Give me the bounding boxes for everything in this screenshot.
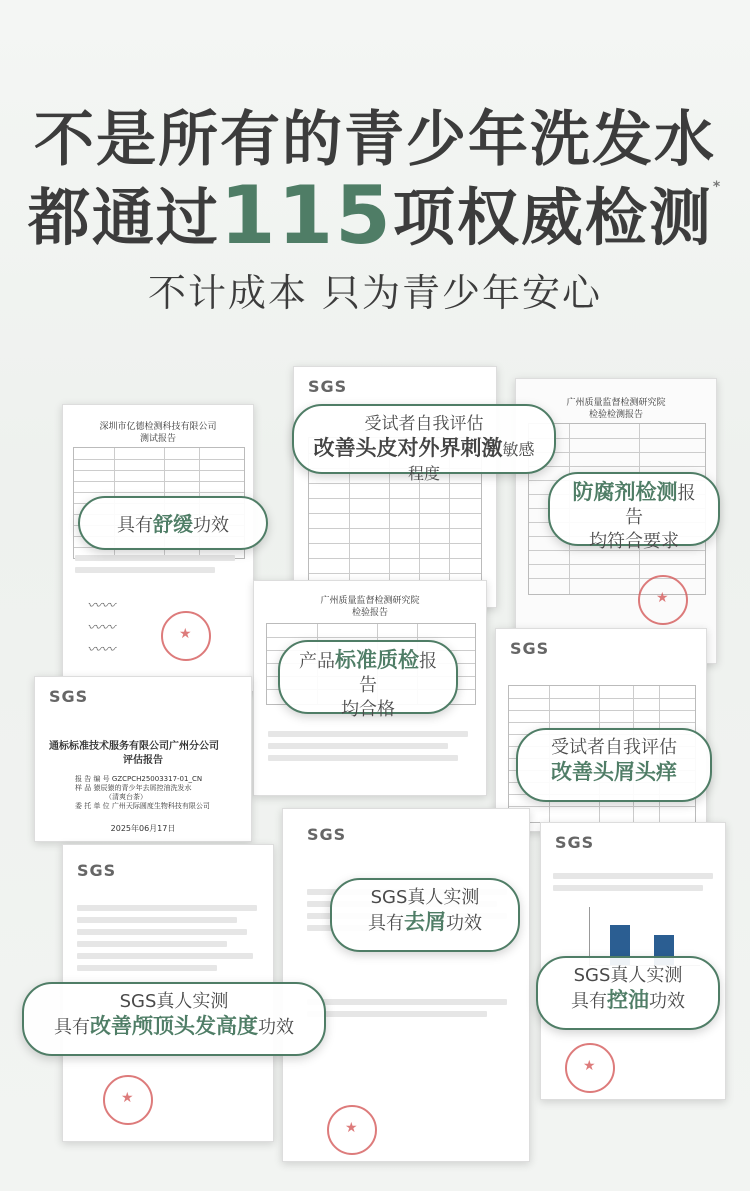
official-stamp: [565, 1043, 615, 1093]
headline-count: 115: [219, 169, 393, 262]
bubble-oil-control: SGS真人实测 具有控油功效: [536, 956, 720, 1030]
official-stamp: [103, 1075, 153, 1125]
headline-line2: [0, 168, 750, 262]
headline-line1: 不是所有的青少年洗发水: [34, 105, 716, 175]
sgs-logo: SGS: [307, 825, 347, 844]
report-title: 通标标准技术服务有限公司广州分公司: [49, 741, 219, 752]
headline-footnote-mark: *: [712, 179, 723, 195]
sgs-logo: SGS: [77, 861, 117, 880]
signature: 〰〰: [87, 598, 115, 614]
report-title: 广州质量监督检测研究院: [566, 398, 666, 408]
report-subtitle: 检验检测报告: [588, 410, 643, 420]
report-title: 深圳市亿德检测科技有限公司: [99, 422, 217, 432]
official-stamp: [638, 575, 688, 625]
report-no-label: 报 告 编 号: [75, 775, 110, 783]
report-sgs-top: [293, 366, 497, 608]
bubble-quality: 产品标准质检报告 均合格: [278, 640, 458, 714]
sample-value: 猿辰猿的青少年去屑控油洗发水: [93, 784, 192, 792]
bubble-anti-dandruff: SGS真人实测 具有去屑功效: [330, 878, 520, 952]
bubble-hair-height: SGS真人实测 具有改善颅顶头发高度功效: [22, 982, 326, 1056]
bubble-soothing: 具有舒缓功效: [78, 496, 268, 550]
sgs-logo: SGS: [49, 687, 89, 706]
signature: 〰〰: [87, 642, 115, 658]
report-no: GZCPCH25003317-01_CN: [111, 775, 203, 783]
sgs-logo: SGS: [308, 377, 348, 396]
headline-line3: 不计成本 只为青少年安心: [147, 271, 603, 315]
report-subtitle: 检验报告: [351, 608, 388, 618]
client-value: 广州天际圆度生物科技有限公司: [111, 802, 210, 810]
report-subtitle: 测试报告: [139, 434, 176, 444]
report-date: 2025年06月17日: [110, 824, 176, 833]
report-subtitle: 评估报告: [123, 755, 163, 766]
report-title: 广州质量监督检测研究院: [320, 596, 420, 606]
bubble-dandruff-itch: 受试者自我评估 改善头屑头痒: [516, 728, 712, 802]
headline-line2-post: 项权威检测: [392, 181, 713, 254]
report-tongbiao: [34, 676, 252, 842]
sample-label: 样 品: [75, 784, 92, 792]
sgs-logo: SGS: [555, 833, 595, 852]
headline-line2-pre: 都通过: [27, 181, 220, 254]
signature: 〰〰: [87, 620, 115, 636]
official-stamp: [161, 611, 211, 661]
bubble-scalp-sensitivity: 受试者自我评估 改善头皮对外界刺激敏感程度: [292, 404, 556, 474]
sgs-logo: SGS: [510, 639, 550, 658]
official-stamp: [327, 1105, 377, 1155]
client-label: 委 托 单 位: [75, 802, 110, 810]
sample-value2: （清爽台茶）: [105, 793, 147, 801]
report-sgs-bottom-center: [282, 808, 530, 1162]
bubble-preservative: 防腐剂检测报告 均符合要求: [548, 472, 720, 546]
